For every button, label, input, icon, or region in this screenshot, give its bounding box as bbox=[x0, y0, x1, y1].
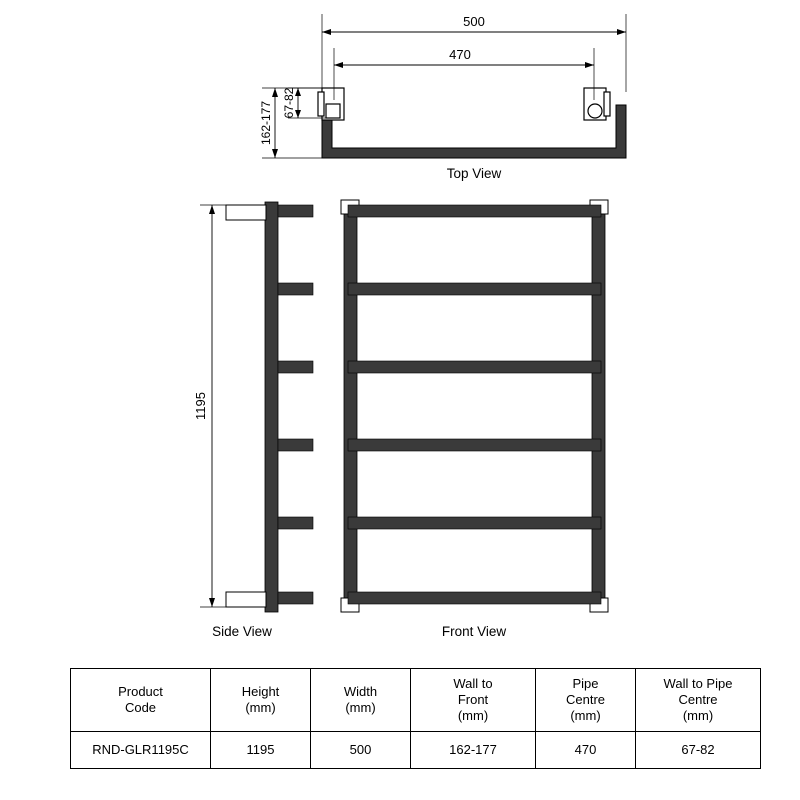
side-view-label: Side View bbox=[212, 624, 272, 639]
spec-table-wrapper bbox=[70, 668, 733, 769]
cell-pipe-centre: 470 bbox=[536, 732, 636, 769]
side-view-bottom-bracket bbox=[226, 592, 266, 607]
header-product-code-line1: Product bbox=[118, 683, 163, 699]
dimension-overall-width bbox=[322, 14, 626, 92]
header-product-code-line2: Code bbox=[124, 700, 157, 715]
header-height-line2: (mm) bbox=[245, 700, 276, 715]
header-pipe-centre-line1: Pipe bbox=[572, 675, 599, 691]
header-wall-to-pipe-centre-line3: (mm) bbox=[682, 708, 714, 724]
top-view-left-bracket bbox=[318, 88, 344, 120]
table-row bbox=[71, 732, 761, 769]
top-view-rail bbox=[322, 105, 626, 158]
spec-table-header-row bbox=[71, 669, 761, 732]
front-view-label: Front View bbox=[441, 624, 507, 639]
dimension-pipe-centre bbox=[334, 47, 594, 100]
side-view-post bbox=[265, 202, 278, 612]
dimension-162-177-label: 162-177 bbox=[259, 100, 273, 146]
top-view-right-bracket bbox=[584, 88, 610, 120]
header-wall-to-pipe-centre-line2: Centre bbox=[678, 691, 718, 707]
top-view-group bbox=[259, 14, 626, 181]
front-view-left-post bbox=[344, 202, 357, 612]
header-wall-to-front-line2: Front bbox=[457, 691, 489, 707]
header-wall-to-front bbox=[411, 669, 536, 732]
cell-width: 500 bbox=[311, 732, 411, 769]
header-height bbox=[211, 669, 311, 732]
spec-table-body bbox=[71, 732, 761, 769]
side-view-group bbox=[193, 202, 313, 639]
header-wall-to-pipe-centre-line1: Wall to Pipe bbox=[663, 675, 733, 691]
header-pipe-centre-line2: Centre bbox=[565, 691, 606, 707]
header-height-line1: Height bbox=[241, 683, 280, 699]
header-wall-to-pipe-centre bbox=[636, 669, 761, 732]
cell-wall-to-pipe-centre: 67-82 bbox=[636, 732, 761, 769]
header-width-line1: Width bbox=[343, 683, 378, 699]
dimension-67-82-label: 67-82 bbox=[282, 87, 296, 119]
front-view-right-post bbox=[592, 202, 605, 612]
spec-table-head bbox=[71, 669, 761, 732]
cell-wall-to-front: 162-177 bbox=[411, 732, 536, 769]
header-wall-to-front-line3: (mm) bbox=[457, 708, 489, 724]
header-width-line2: (mm) bbox=[345, 700, 376, 715]
side-view-top-bracket bbox=[226, 205, 266, 220]
dimension-height bbox=[193, 205, 262, 607]
dimension-1195-label: 1195 bbox=[193, 392, 208, 420]
front-view-bars bbox=[348, 205, 601, 604]
cell-height: 1195 bbox=[211, 732, 311, 769]
header-pipe-centre bbox=[536, 669, 636, 732]
dimension-500-label: 500 bbox=[463, 14, 485, 29]
header-pipe-centre-line3: (mm) bbox=[570, 708, 601, 724]
dimension-470-label: 470 bbox=[449, 47, 471, 62]
cell-product-code: RND-GLR1195C bbox=[71, 732, 211, 769]
front-view-group bbox=[341, 200, 608, 639]
header-product-code bbox=[71, 669, 211, 732]
header-width bbox=[311, 669, 411, 732]
spec-table bbox=[70, 668, 761, 769]
top-view-label: Top View bbox=[446, 166, 502, 181]
side-view-bars bbox=[278, 205, 313, 604]
header-wall-to-front-line1: Wall to bbox=[453, 675, 493, 691]
